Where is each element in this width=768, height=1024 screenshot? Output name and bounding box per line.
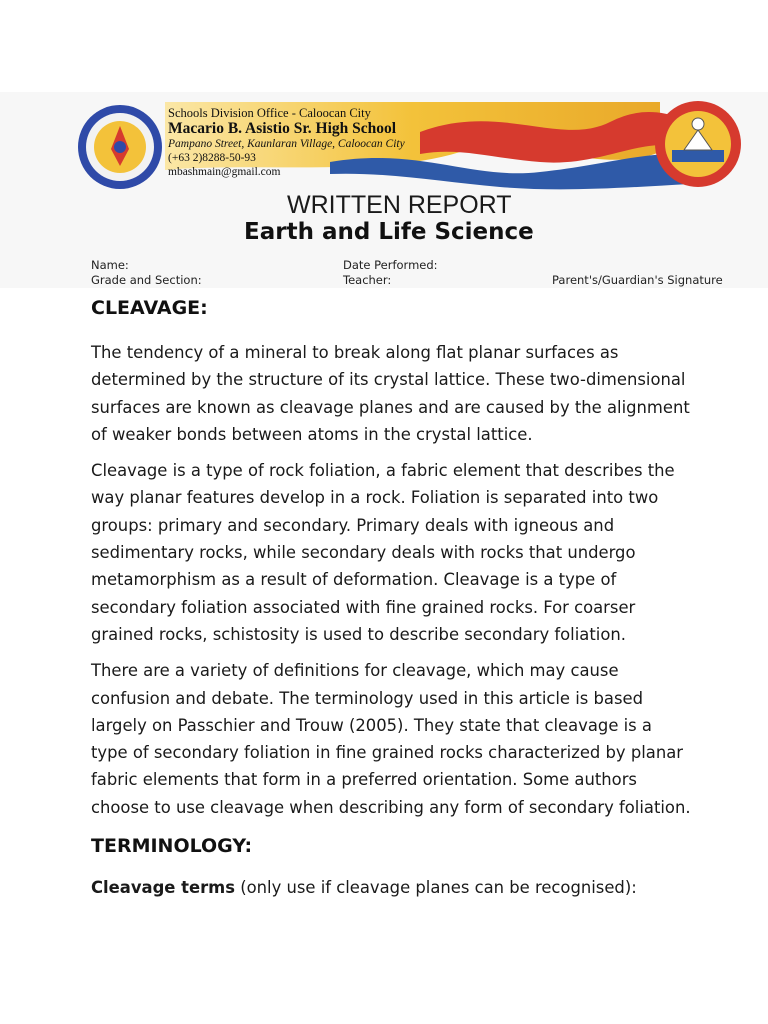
- school-seal-icon: [77, 104, 163, 190]
- report-title: WRITTEN REPORT: [287, 191, 512, 219]
- cleavage-terms-line: [91, 874, 691, 901]
- signature-field-label: Parent's/Guardian's Signature: [552, 273, 723, 287]
- cleavage-terms-bold: Cleavage terms: [91, 878, 235, 898]
- school-name: Macario B. Asistio Sr. High School: [168, 120, 397, 137]
- heading-terminology: TERMINOLOGY:: [91, 835, 253, 858]
- paragraph-definition: The tendency of a mineral to break along flat planar surfaces as determined by the structure of its crystal lattice. These two-dimensional surfaces are known as cleavage planes and are caused by the alignment of weaker bonds between atoms in the crystal lattice.: [91, 343, 690, 444]
- cleavage-terms-note: (only use if cleavage planes can be recognised):: [235, 878, 637, 898]
- name-field-label: Name:: [91, 258, 129, 272]
- heading-cleavage: CLEAVAGE:: [91, 297, 208, 319]
- school-phone: (+63 2)8288-50-93: [168, 152, 256, 164]
- school-info: [168, 106, 468, 179]
- report-body: [91, 294, 691, 901]
- letterhead: [0, 92, 768, 288]
- teacher-field-label: Teacher:: [343, 273, 392, 287]
- paragraph-terminology-source: There are a variety of definitions for cleavage, which may cause confusion and debate. The terminology used in this article is based largely on Passchier and Trouw (2005). They state that cleavage is a type of secondary foliation in fine grained rocks characterized by planar fabric elements that form in a preferred orientation. Some authors choose to use cleavage when describing any form of secondary foliation.: [91, 661, 691, 817]
- division-seal-icon: [654, 100, 742, 188]
- school-office: Schools Division Office - Caloocan City: [168, 106, 371, 120]
- paragraph-foliation: Cleavage is a type of rock foliation, a fabric element that describes the way planar features develop in a rock. Foliation is separated into two groups: primary and secondary. Primary deals with igneous and sedimentary rocks, while secondary deals with rocks that undergo metamorphism as a result of deformation. Cleavage is a type of secondary foliation associated with fine grained rocks. For coarser grained rocks, schistosity is used to describe secondary foliation.: [91, 461, 675, 644]
- school-email: mbashmain@gmail.com: [168, 166, 281, 178]
- grade-section-field-label: Grade and Section:: [91, 273, 202, 287]
- date-performed-field-label: Date Performed:: [343, 258, 438, 272]
- subject-title: Earth and Life Science: [244, 219, 534, 245]
- school-address: Pampano Street, Kaunlaran Village, Caloocan City: [168, 138, 405, 150]
